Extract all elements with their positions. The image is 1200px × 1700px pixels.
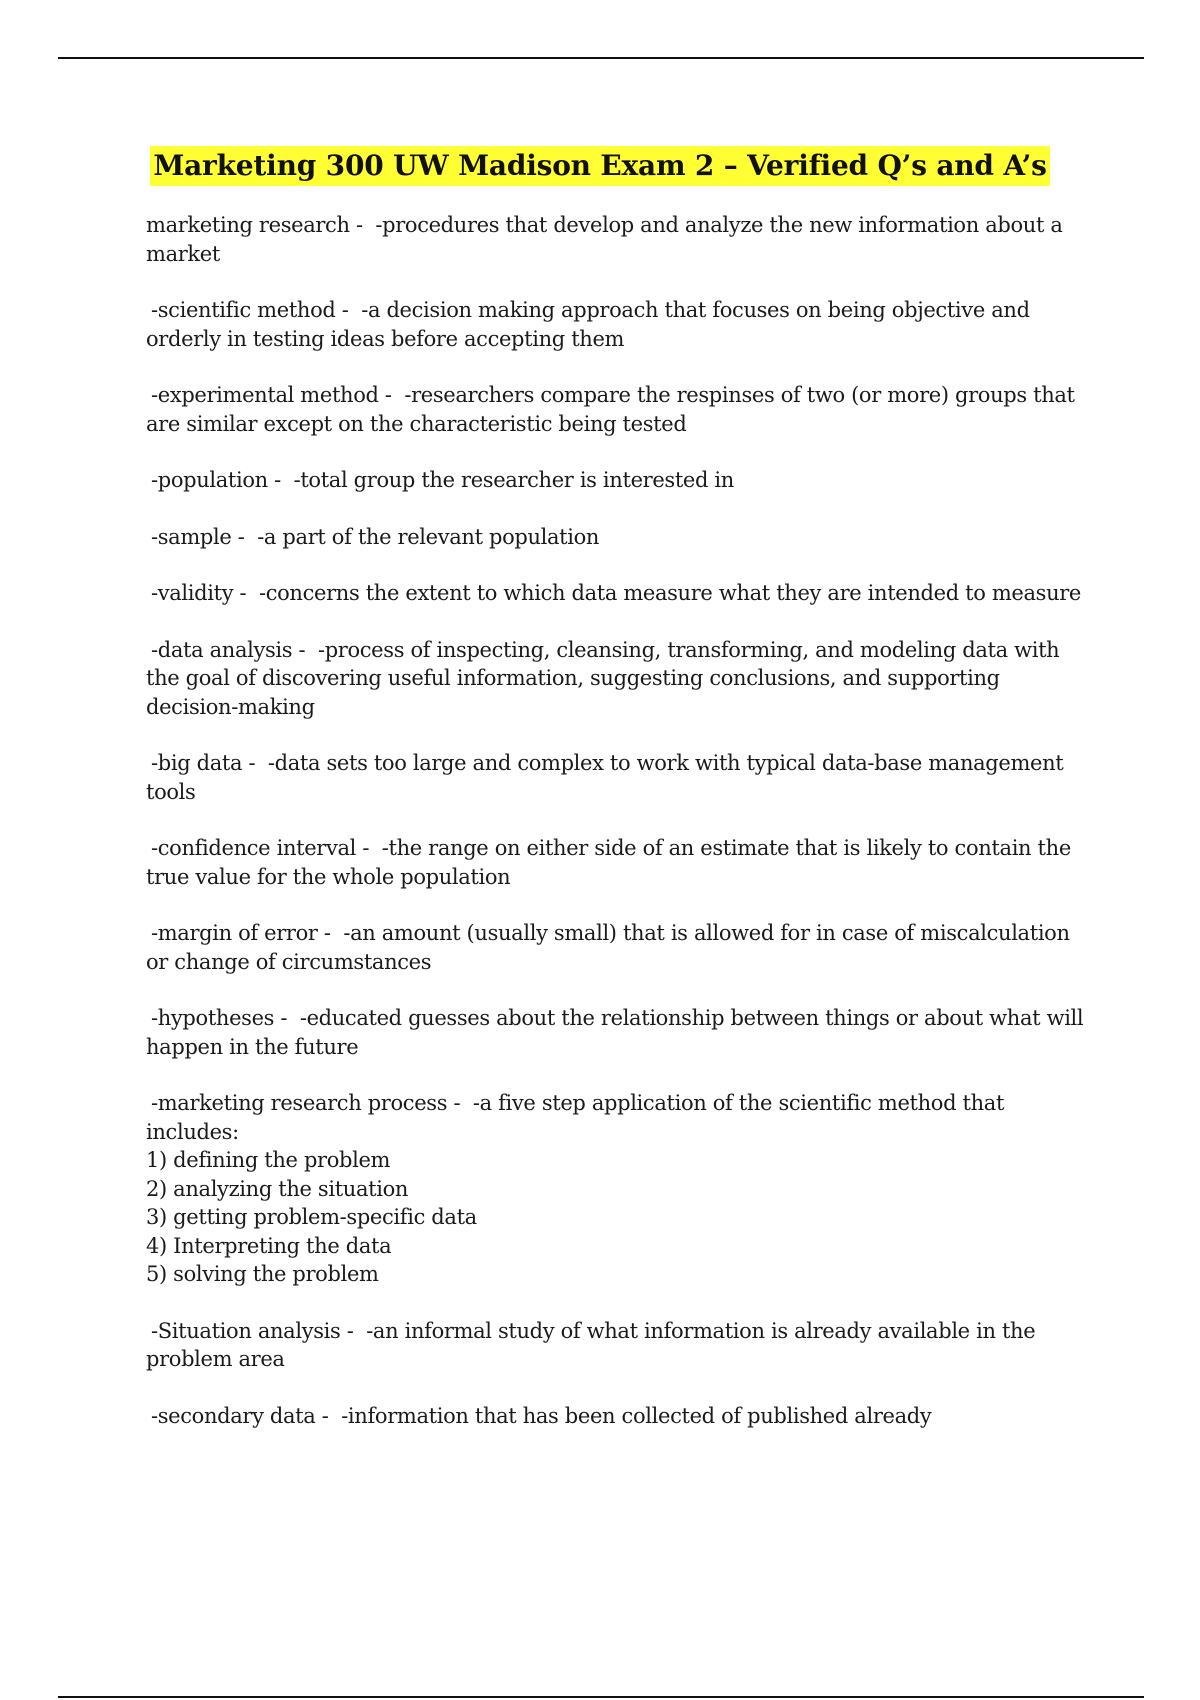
entry-term: -big data [151, 751, 243, 775]
entry-definition: -an informal study of what information is already available in the problem area [146, 1318, 1036, 1371]
entry-separator: - [378, 383, 405, 407]
entry-separator: - [356, 836, 382, 860]
entry-separator: - [349, 213, 376, 237]
entry-population [146, 466, 1096, 495]
entry-separator: - [231, 524, 258, 549]
process-step: 3) getting problem-specific data [146, 1205, 477, 1229]
entry-sample [146, 523, 1096, 552]
entry-term: -margin of error [151, 921, 318, 945]
entry-separator: - [317, 921, 344, 945]
entry-separator: - [315, 1403, 342, 1428]
entry-situation-analysis [146, 1317, 1096, 1374]
entry-confidence-interval [146, 834, 1096, 891]
entry-marketing-research-process [146, 1089, 1096, 1289]
entry-definition: -procedures that develop and analyze the new information about a market [146, 213, 1063, 266]
entry-separator: - [292, 637, 318, 662]
entry-separator: - [274, 1006, 300, 1030]
entry-margin-of-error [146, 919, 1096, 976]
entry-separator: - [335, 298, 362, 322]
entry-definition: -total group the researcher is interested in [293, 468, 734, 492]
process-step: 4) Interpreting the data [146, 1233, 392, 1258]
header-rule [58, 57, 1144, 59]
entry-term: marketing research [146, 213, 350, 237]
entry-term: -secondary data [151, 1403, 316, 1428]
entry-definition: -process of inspecting, cleansing, transforming, and modeling data with the goal of discovering useful information, suggesting conclusions, and supporting decision-making [146, 637, 1060, 719]
entry-definition: -information that has been collected of published already [341, 1403, 932, 1428]
entry-hypotheses [146, 1004, 1096, 1061]
entry-definition: -educated guesses about the relationship between things or about what will happen in the future [146, 1006, 1084, 1059]
entry-separator: - [340, 1318, 367, 1343]
entry-term: -validity [151, 581, 234, 605]
process-step: 5) solving the problem [146, 1262, 379, 1286]
entry-definition: -the range on either side of an estimate that is likely to contain the true value for the whole population [146, 836, 1071, 889]
process-steps-list [146, 1146, 1096, 1289]
entry-separator: - [447, 1091, 473, 1115]
entry-big-data [146, 749, 1096, 806]
title-block [0, 146, 1200, 186]
entry-separator: - [267, 468, 294, 492]
document-title: Marketing 300 UW Madison Exam 2 – Verified Q’s and A’s [150, 146, 1049, 186]
process-step: 2) analyzing the situation [146, 1176, 409, 1201]
process-step: 1) defining the problem [146, 1148, 391, 1172]
entry-term: -marketing research process [151, 1091, 448, 1115]
entry-experimental-method [146, 381, 1096, 438]
entry-term: -confidence interval [151, 836, 357, 860]
entry-marketing-research [146, 211, 1096, 268]
entry-definition: -a five step application of the scientific method that includes: [146, 1091, 1005, 1144]
entry-definition: -researchers compare the respinses of two (or more) groups that are similar except on the characteristic being tested [146, 383, 1075, 436]
entry-validity [146, 579, 1096, 608]
entry-data-analysis [146, 636, 1096, 722]
entry-definition: -an amount (usually small) that is allowed for in case of miscalculation or change of circumstances [146, 921, 1070, 974]
entry-term: -sample [151, 524, 232, 549]
entry-definition: -a decision making approach that focuses on being objective and orderly in testing ideas before accepting them [146, 298, 1030, 351]
entry-scientific-method [146, 296, 1096, 353]
footer-rule [58, 1696, 1144, 1698]
entry-separator: - [233, 581, 259, 605]
entry-term: -scientific method [151, 298, 336, 322]
entry-term: -hypotheses [151, 1006, 275, 1030]
entry-term: -data analysis [151, 637, 293, 662]
entry-term: -experimental method [151, 383, 379, 407]
entry-separator: - [242, 751, 268, 775]
document-body [146, 211, 1096, 1458]
entry-term: -Situation analysis [151, 1318, 341, 1343]
entry-secondary-data [146, 1402, 1096, 1431]
entry-term: -population [151, 468, 268, 492]
entry-definition: -concerns the extent to which data measure what they are intended to measure [258, 581, 1082, 605]
entry-definition: -a part of the relevant population [257, 524, 600, 549]
entry-definition: -data sets too large and complex to work with typical data-base management tools [146, 751, 1064, 804]
